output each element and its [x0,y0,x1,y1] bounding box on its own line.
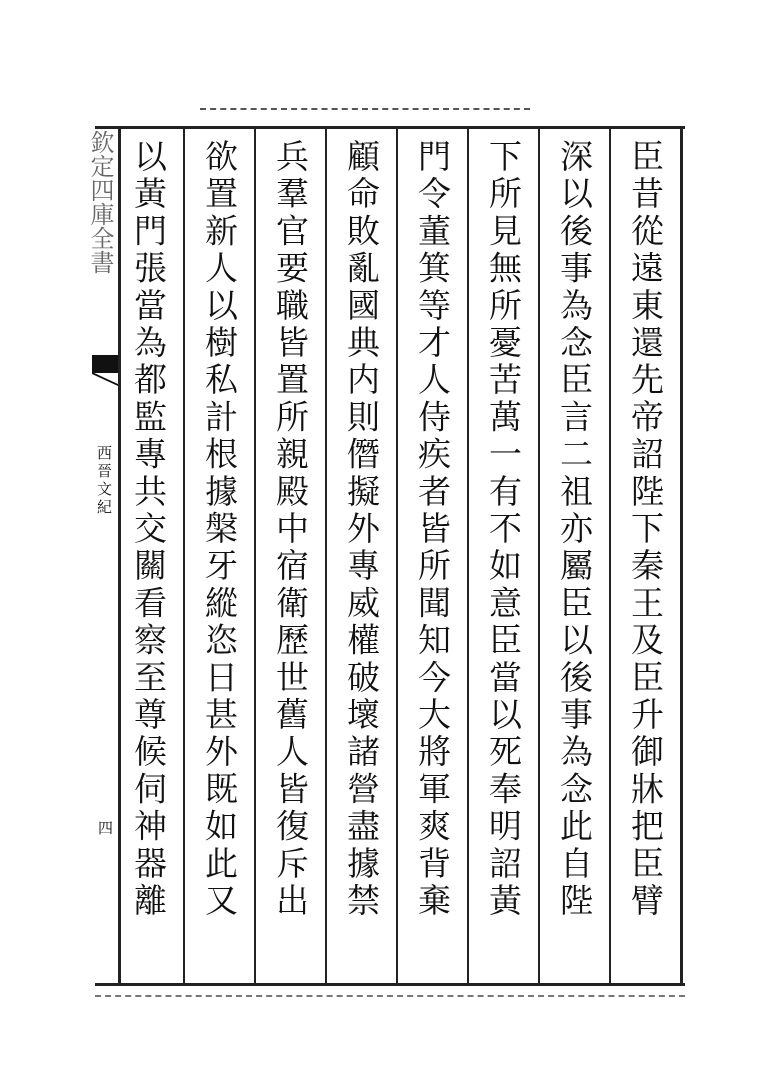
top-edge-marks [200,108,530,112]
text-column-3: 下所見無所憂苦萬一有不如意臣當以死奉明詔黃 [467,129,538,983]
text-column-4: 門令董箕等才人侍疾者皆所聞知今大將軍爽背棄 [396,129,467,983]
series-title: 欽定四庫全書 [86,130,114,274]
text-column-8: 以黃門張當為都監專共交關看察至尊候伺神器離 [129,139,168,921]
text-column-1: 臣昔從遠東還先帝詔陛下秦王及臣升御牀把臣臂 [609,129,680,983]
text-column-7: 欲置新人以樹私計根據槃牙縱恣日甚外既如此又 [183,129,254,983]
text-column-5: 顧命敗亂國典内則僭擬外專威權破壞諸營盡據禁 [325,129,396,983]
bottom-border [95,983,685,986]
bottom-edge-marks [95,995,685,999]
text-column-2: 深以後事為念臣言二祖亦屬臣以後事為念此自陛 [538,129,609,983]
book-title: 西晉文紀 [95,445,113,517]
page-number: 四 [96,820,114,835]
text-columns [121,129,680,983]
right-border [680,126,683,986]
text-column-6: 兵羣官要職皆置所親殿中宿衛歷世舊人皆復斥出 [254,129,325,983]
